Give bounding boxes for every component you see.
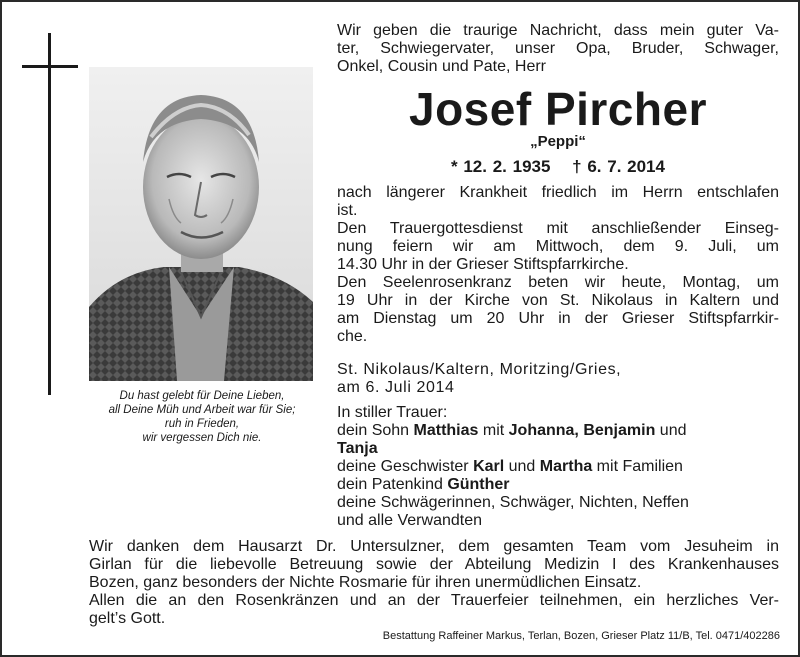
mourner-name: Tanja xyxy=(337,440,378,457)
photo-caption xyxy=(84,389,320,445)
deceased-name: Josef Pircher xyxy=(409,83,707,135)
announcement-body xyxy=(337,184,779,346)
body-line: 19 Uhr in der Kirche von St. Nikolaus in Kaltern und xyxy=(337,292,779,309)
funeral-home-credit: Bestattung Raffeiner Markus, Terlan, Bozen, Grieser Platz 11/B, Tel. 0471/402286 xyxy=(382,630,780,642)
date-line: am 6. Juli 2014 xyxy=(337,379,455,396)
intro-line: ter, Schwiegervater, unser Opa, Bruder, Schwager, xyxy=(337,40,779,57)
mourner-name: Johanna, Benjamin xyxy=(508,422,656,439)
mourner-name: Matthias xyxy=(413,422,479,439)
mourner-others: und alle Verwandten xyxy=(337,512,482,529)
deceased-nickname: „Peppi“ xyxy=(530,133,586,150)
caption-line: Du hast gelebt für Deine Lieben, xyxy=(119,390,285,402)
mourner-son xyxy=(337,422,779,440)
mourners-list xyxy=(337,404,779,530)
mourner-siblings xyxy=(337,458,779,476)
body-line: am Dienstag um 20 Uhr in der Grieser Stiftspfarrkir- xyxy=(337,310,779,327)
life-dates xyxy=(337,157,779,177)
thanks-section xyxy=(89,538,779,628)
mourner-others: deine Schwägerinnen, Schwäger, Nichten, Neffen xyxy=(337,494,689,511)
place-line: St. Nikolaus/Kaltern, Moritzing/Gries, xyxy=(337,361,622,378)
body-line: nach längerer Krankheit friedlich im Herrn entschlafen xyxy=(337,184,779,201)
body-line: 14.30 Uhr in der Grieser Stiftspfarrkirche. xyxy=(337,256,629,273)
mourner-godchild xyxy=(337,476,779,494)
cross-icon-bar xyxy=(22,65,78,68)
caption-line: wir vergessen Dich nie. xyxy=(142,432,262,444)
mourner-text: deine Geschwister xyxy=(337,458,474,475)
mourner-text: dein Sohn xyxy=(337,422,414,439)
mourner-name: Martha xyxy=(539,458,593,475)
mourner-name: Karl xyxy=(473,458,505,475)
mourner-text: und xyxy=(655,422,687,439)
mourner-name: Günther xyxy=(447,476,510,493)
cross-icon xyxy=(48,33,51,395)
body-line: Den Seelenrosenkranz beten wir heute, Montag, um xyxy=(337,274,779,291)
mourner-text: mit Familien xyxy=(592,458,683,475)
place-date xyxy=(337,361,779,397)
mourner-text: dein Patenkind xyxy=(337,476,448,493)
death-date: † 6. 7. 2014 xyxy=(572,157,665,176)
intro-line: Onkel, Cousin und Pate, Herr xyxy=(337,58,546,75)
thanks-line: Wir danken dem Hausarzt Dr. Untersulzner, dem gesamten Team vom Jesuheim in xyxy=(89,538,779,555)
thanks-line: Bozen, ganz besonders der Nichte Rosmarie für ihren unermüdlichen Einsatz. xyxy=(89,574,642,591)
intro-line: Wir geben die traurige Nachricht, dass mein guter Va- xyxy=(337,22,779,39)
mourner-text: und xyxy=(504,458,540,475)
body-line: Den Trauergottesdienst mit anschließender Einseg- xyxy=(337,220,779,237)
mourners-intro: In stiller Trauer: xyxy=(337,404,448,421)
body-line: nung feiern wir am Mittwoch, dem 9. Juli, um xyxy=(337,238,779,255)
thanks-line: Girlan für die liebevolle Betreuung sowie der Abteilung Medizin I des Krankenhauses xyxy=(89,556,779,573)
portrait-photo xyxy=(89,67,313,381)
mourner-grandchild xyxy=(337,440,779,458)
caption-line: all Deine Müh und Arbeit war für Sie; xyxy=(108,404,296,416)
thanks-line: Allen die an den Rosenkränzen und an der Trauerfeier teilnehmen, ein herzliches Ver- xyxy=(89,592,779,609)
body-line: ist. xyxy=(337,202,358,219)
birth-date: * 12. 2. 1935 xyxy=(451,157,551,176)
mourner-text: mit xyxy=(478,422,509,439)
thanks-line: gelt’s Gott. xyxy=(89,610,166,627)
caption-line: ruh in Frieden, xyxy=(164,418,240,430)
announcement-intro xyxy=(337,22,779,76)
body-line: che. xyxy=(337,328,368,345)
